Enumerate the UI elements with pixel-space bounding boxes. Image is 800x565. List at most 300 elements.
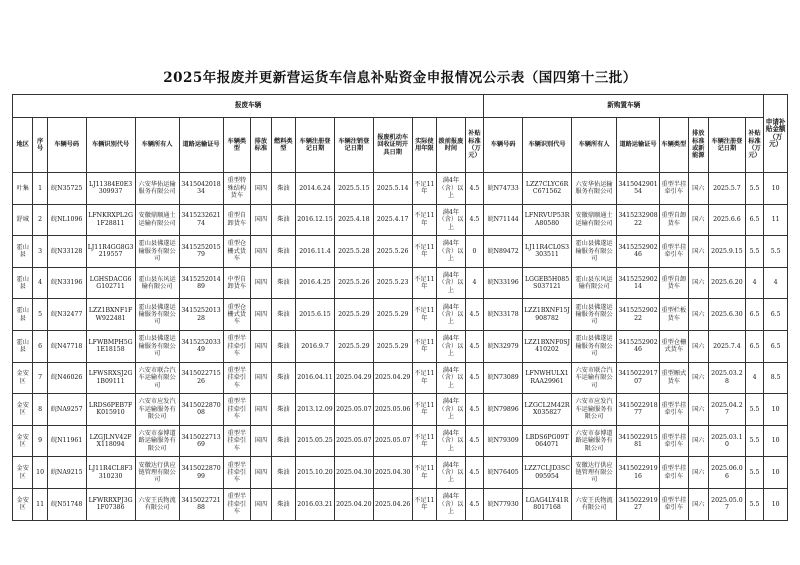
table-cell: 皖N32979: [484, 330, 523, 362]
table-cell: 满4年（含）以上: [437, 267, 466, 299]
table-cell: 2025.04.30: [334, 457, 373, 489]
table-cell: 2015.6.15: [296, 299, 335, 331]
table-cell: 10: [764, 394, 788, 426]
table-cell: 国六: [688, 457, 708, 489]
table-cell: 2016.04.11: [296, 362, 335, 394]
column-header: 车辆注销登记日期: [334, 118, 373, 173]
table-cell: 叶集: [13, 173, 33, 205]
table-cell: 341504201834: [179, 173, 223, 205]
table-cell: 不足11年: [412, 267, 437, 299]
table-cell: 国四: [251, 488, 271, 520]
table-cell: 皖NL1096: [47, 204, 86, 236]
column-header: 车辆所有人: [135, 118, 179, 173]
table-cell: 2025.7.4: [709, 330, 746, 362]
column-header: 序号: [33, 118, 47, 173]
table-cell: 2025.05.07: [334, 425, 373, 457]
column-header: 补贴标准（万元）: [465, 118, 483, 173]
table-cell: 金安区: [13, 457, 33, 489]
table-cell: 2016.03.21: [296, 488, 335, 520]
column-header: 排放标准或新能源: [688, 118, 708, 173]
table-cell: 341525201579: [179, 236, 223, 268]
table-cell: 2025.5.29: [373, 330, 412, 362]
column-header: 车辆所有人: [572, 118, 617, 173]
table-cell: 安徽达行供应链管理有限公司: [572, 457, 617, 489]
table-cell: 4.5: [465, 204, 483, 236]
table-cell: 2016.11.4: [296, 236, 335, 268]
table-cell: 重型自卸货车: [223, 204, 251, 236]
column-header: 拨前报废时间: [437, 118, 466, 173]
table-cell: 5.5: [745, 488, 763, 520]
table-cell: 341525203349: [179, 330, 223, 362]
table-cell: 国四: [251, 236, 271, 268]
table-cell: 2025.4.18: [334, 204, 373, 236]
table-cell: 不足11年: [412, 299, 437, 331]
table-cell: 11: [33, 488, 47, 520]
table-cell: 2025.03.10: [709, 425, 746, 457]
table-cell: 341504290154: [617, 173, 660, 205]
table-cell: 5.5: [745, 236, 763, 268]
table-cell: 重型仓栅式货车: [223, 236, 251, 268]
table-cell: 重型半挂牵引车: [659, 236, 688, 268]
table-cell: 2025.05.07: [709, 488, 746, 520]
table-cell: 4.5: [465, 173, 483, 205]
table-cell: 满4年（含）以上: [437, 173, 466, 205]
table-cell: 不足11年: [412, 488, 437, 520]
table-cell: 重型半挂牵引车: [223, 394, 251, 426]
table-cell: 3: [33, 236, 47, 268]
table-cell: 4.5: [465, 394, 483, 426]
table-cell: 2015.05.25: [296, 425, 335, 457]
table-cell: 0: [465, 236, 483, 268]
table-cell: 2016.9.7: [296, 330, 335, 362]
table-cell: LGGEB5H085S037121: [523, 267, 572, 299]
table-cell: 10: [764, 488, 788, 520]
table-cell: 10: [33, 457, 47, 489]
table-cell: 霍山县: [13, 267, 33, 299]
table-cell: 柴油: [271, 267, 296, 299]
table-cell: 满4年（含）以上: [437, 236, 466, 268]
table-cell: LBDS6PG09T064071: [523, 425, 572, 457]
table-cell: 皖N47718: [47, 330, 86, 362]
table-body: [13, 173, 788, 521]
table-cell: 341502291916: [617, 457, 660, 489]
column-header: 补贴标准（万元）: [745, 118, 763, 173]
table-row: [13, 330, 788, 362]
table-cell: 霍山县: [13, 236, 33, 268]
table-cell: 341502291707: [617, 362, 660, 394]
table-row: [13, 457, 788, 489]
table-cell: 柴油: [271, 362, 296, 394]
table-cell: 国六: [688, 204, 708, 236]
table-cell: 2016.4.25: [296, 267, 335, 299]
table-cell: 5.5: [764, 236, 788, 268]
table-cell: 国四: [251, 330, 271, 362]
table-cell: 2016.12.15: [296, 204, 335, 236]
table-cell: 2025.5.14: [373, 173, 412, 205]
table-cell: 金安区: [13, 425, 33, 457]
table-cell: 7: [33, 362, 47, 394]
table-cell: 4.5: [465, 488, 483, 520]
table-cell: 2025.5.29: [334, 299, 373, 331]
table-cell: 国六: [688, 267, 708, 299]
table-cell: 2025.4.17: [373, 204, 412, 236]
table-cell: 皖N32477: [47, 299, 86, 331]
table-cell: 重型半挂牵引车: [223, 330, 251, 362]
table-cell: 满4年（含）以上: [437, 299, 466, 331]
table-cell: 重型半挂牵引车: [659, 425, 688, 457]
table-cell: 霍山县: [13, 299, 33, 331]
table-cell: 皖N33196: [47, 267, 86, 299]
table-cell: LGHSDACG6G102711: [86, 267, 135, 299]
table-cell: LFNKRXPL2G1F28811: [86, 204, 135, 236]
table-cell: 8: [33, 394, 47, 426]
table-cell: 六安华佑运输服务有限公司: [135, 173, 179, 205]
table-cell: 满4年（含）以上: [437, 330, 466, 362]
table-cell: 皖N11961: [47, 425, 86, 457]
page-title: 2025年报废并更新营运货车信息补贴资金申报情况公示表（国四第十三批）: [163, 70, 637, 86]
table-cell: 2025.6.20: [709, 267, 746, 299]
table-cell: 341502291877: [617, 394, 660, 426]
table-cell: 柴油: [271, 204, 296, 236]
table-cell: 国六: [688, 236, 708, 268]
table-cell: 安徽鼎顺通土运输有限公司: [572, 204, 617, 236]
table-cell: 2025.5.28: [334, 236, 373, 268]
table-cell: LRDS6PEB7FK015910: [86, 394, 135, 426]
table-cell: 国四: [251, 173, 271, 205]
table-cell: 不足11年: [412, 330, 437, 362]
table-cell: 6.5: [764, 299, 788, 331]
table-cell: LZGJLNV42FX118094: [86, 425, 135, 457]
table-cell: LZZ7CLJD3SC095954: [523, 457, 572, 489]
table-cell: 六安市应发汽车运输服务有限公司: [572, 394, 617, 426]
table-cell: 金安区: [13, 488, 33, 520]
table-cell: 国六: [688, 299, 708, 331]
table-cell: 4.5: [465, 425, 483, 457]
table-cell: 不足11年: [412, 204, 437, 236]
table-cell: 安徽鼎顺通土运输有限公司: [135, 204, 179, 236]
table-cell: 重型半挂牵引车: [223, 362, 251, 394]
table-cell: 霍山县佛遂运输服务有限公司: [572, 299, 617, 331]
table-cell: 341502287099: [179, 457, 223, 489]
subsidy-table: [12, 94, 788, 521]
table-cell: 重型半挂牵引车: [659, 488, 688, 520]
table-cell: 不足11年: [412, 394, 437, 426]
table-cell: 国六: [688, 488, 708, 520]
table-cell: 2025.04.27: [709, 394, 746, 426]
table-cell: 4.5: [465, 362, 483, 394]
table-cell: 2013.12.09: [296, 394, 335, 426]
table-cell: 6.5: [745, 204, 763, 236]
table-cell: 10: [764, 425, 788, 457]
table-cell: 2025.5.23: [373, 267, 412, 299]
table-cell: 4.5: [465, 299, 483, 331]
column-header: 报废机动车回收证明开具日期: [373, 118, 412, 173]
table-cell: 6.5: [745, 330, 763, 362]
table-cell: 霍山县佛遂运输服务有限公司: [572, 330, 617, 362]
table-cell: 满4年（含）以上: [437, 204, 466, 236]
table-cell: 满4年（含）以上: [437, 425, 466, 457]
table-cell: 4: [745, 362, 763, 394]
table-cell: 柴油: [271, 173, 296, 205]
table-cell: 皖N35725: [47, 173, 86, 205]
table-cell: 六安市泰博道路运输服务有限公司: [135, 425, 179, 457]
table-cell: 2025.03.28: [709, 362, 746, 394]
table-cell: 2025.04.30: [373, 457, 412, 489]
new-group-header: 新购置车辆: [484, 95, 764, 118]
table-cell: 金安区: [13, 362, 33, 394]
table-cell: 皖N74733: [484, 173, 523, 205]
table-cell: 2: [33, 204, 47, 236]
table-cell: 六安王氏物流有限公司: [135, 488, 179, 520]
table-cell: 2025.5.26: [334, 267, 373, 299]
table-cell: 安徽达行供应链管理有限公司: [135, 457, 179, 489]
column-header: 实际使用年限: [412, 118, 437, 173]
table-cell: 4: [745, 267, 763, 299]
table-cell: 341502271526: [179, 362, 223, 394]
table-cell: 重型半挂牵引车: [223, 457, 251, 489]
table-cell: 341525201489: [179, 267, 223, 299]
table-cell: 2025.05.07: [334, 394, 373, 426]
table-cell: 4.5: [465, 330, 483, 362]
table-cell: 不足11年: [412, 236, 437, 268]
table-cell: 8.5: [764, 362, 788, 394]
table-cell: 2025.5.15: [334, 173, 373, 205]
table-cell: 5.5: [745, 425, 763, 457]
table-row: [13, 236, 788, 268]
table-cell: 4.5: [465, 457, 483, 489]
table-cell: 皖N33178: [484, 299, 523, 331]
table-cell: 重型自卸货车: [659, 204, 688, 236]
table-cell: 皖N77930: [484, 488, 523, 520]
table-cell: 皖NA9257: [47, 394, 86, 426]
table-cell: 2025.04.29: [373, 362, 412, 394]
table-cell: 5.5: [745, 173, 763, 205]
table-cell: 5.5: [745, 457, 763, 489]
table-cell: 霍山县佛遂运输服务有限公司: [572, 236, 617, 268]
scrapped-group-header: 报废车辆: [13, 95, 484, 118]
table-cell: 舒城: [13, 204, 33, 236]
table-cell: 2025.6.6: [709, 204, 746, 236]
table-cell: 2015.10.20: [296, 457, 335, 489]
table-cell: 皖N71144: [484, 204, 523, 236]
table-cell: LFWSRXSJ2G1B09111: [86, 362, 135, 394]
table-cell: 柴油: [271, 394, 296, 426]
table-cell: 皖N46026: [47, 362, 86, 394]
table-cell: 1: [33, 173, 47, 205]
table-cell: 341525290246: [617, 236, 660, 268]
table-cell: 重型半挂牵引车: [659, 457, 688, 489]
table-cell: 霍山县东风运输有限公司: [572, 267, 617, 299]
table-cell: 341525290222: [617, 299, 660, 331]
table-cell: 6: [33, 330, 47, 362]
table-cell: 341525201328: [179, 299, 223, 331]
table-cell: 国六: [688, 425, 708, 457]
table-cell: 皖N73089: [484, 362, 523, 394]
column-header: 道路运输证号: [617, 118, 660, 173]
column-header: 排放标准: [251, 118, 271, 173]
table-cell: 国六: [688, 173, 708, 205]
table-cell: 金安区: [13, 394, 33, 426]
table-cell: 柴油: [271, 236, 296, 268]
table-cell: 满4年（含）以上: [437, 394, 466, 426]
table-cell: 重型半挂牵引车: [659, 394, 688, 426]
table-cell: 5: [33, 299, 47, 331]
table-cell: 6.5: [764, 330, 788, 362]
column-header: 道路运输证号: [179, 118, 223, 173]
header-apply-amount: 申请补贴金额（万元）: [764, 95, 788, 173]
column-header: 车辆识别代号: [86, 118, 135, 173]
table-cell: 皖N33128: [47, 236, 86, 268]
table-cell: 341502271369: [179, 425, 223, 457]
column-header-row: [13, 118, 788, 173]
table-cell: LFNWHULX1RAA29961: [523, 362, 572, 394]
table-cell: 重型仓栅式货车: [659, 330, 688, 362]
table-cell: LFWBMPH5G1E18158: [86, 330, 135, 362]
table-cell: 柴油: [271, 457, 296, 489]
table-cell: 中型自卸货车: [223, 267, 251, 299]
column-header: 车辆号码: [484, 118, 523, 173]
table-cell: 不足11年: [412, 425, 437, 457]
table-cell: 341523262174: [179, 204, 223, 236]
table-cell: 霍山县: [13, 330, 33, 362]
table-cell: 9: [33, 425, 47, 457]
table-cell: 国四: [251, 457, 271, 489]
table-cell: 皖N79896: [484, 394, 523, 426]
column-header: 车辆类型: [223, 118, 251, 173]
table-cell: 重型半挂牵引车: [223, 488, 251, 520]
table-cell: LZZ7CLYC6RC671562: [523, 173, 572, 205]
table-cell: 霍山县佛遂运输服务有限公司: [135, 236, 179, 268]
table-cell: 皖N51748: [47, 488, 86, 520]
table-cell: 2025.5.26: [373, 236, 412, 268]
table-cell: 柴油: [271, 488, 296, 520]
table-row: [13, 173, 788, 205]
table-cell: 重型特殊结构货车: [223, 173, 251, 205]
table-cell: 10: [764, 457, 788, 489]
table-cell: 六安市联合汽车运输有限公司: [135, 362, 179, 394]
table-row: [13, 204, 788, 236]
table-cell: 六安市应发汽车运输服务有限公司: [135, 394, 179, 426]
table-cell: 霍山县佛遂运输服务有限公司: [135, 330, 179, 362]
table-cell: 6.5: [745, 299, 763, 331]
table-cell: 国四: [251, 204, 271, 236]
table-cell: 341525290246: [617, 330, 660, 362]
table-cell: LGAG4LY41R8017168: [523, 488, 572, 520]
table-cell: 国四: [251, 362, 271, 394]
table-cell: 11: [764, 204, 788, 236]
column-header: 地区: [13, 118, 33, 173]
table-cell: 柴油: [271, 425, 296, 457]
table-cell: 10: [764, 173, 788, 205]
table-cell: LZZ1BXNF15J908782: [523, 299, 572, 331]
table-row: [13, 425, 788, 457]
column-header: 车辆注册登记日期: [296, 118, 335, 173]
table-cell: 柴油: [271, 299, 296, 331]
table-cell: 满4年（含）以上: [437, 488, 466, 520]
table-cell: 国六: [688, 330, 708, 362]
table-cell: 4: [465, 267, 483, 299]
table-cell: 重型自卸货车: [659, 267, 688, 299]
table-cell: 4: [33, 267, 47, 299]
table-cell: LFWRRXPJ3G1F07386: [86, 488, 135, 520]
table-cell: 341502287008: [179, 394, 223, 426]
table-cell: 重型半挂牵引车: [223, 425, 251, 457]
table-cell: 341523290822: [617, 204, 660, 236]
table-cell: LJ11R4GG8G3219557: [86, 236, 135, 268]
table-row: [13, 394, 788, 426]
table-cell: 重型厢式货车: [659, 362, 688, 394]
column-header: 燃料类型: [271, 118, 296, 173]
table-cell: 5.5: [745, 394, 763, 426]
table-cell: 国四: [251, 267, 271, 299]
column-header: 车辆号码: [47, 118, 86, 173]
table-cell: 国四: [251, 425, 271, 457]
table-cell: 341502291581: [617, 425, 660, 457]
table-cell: 341502291927: [617, 488, 660, 520]
column-header: 车辆识别代号: [523, 118, 572, 173]
table-cell: 皖N89472: [484, 236, 523, 268]
table-cell: 六安市联合汽车运输有限公司: [572, 362, 617, 394]
table-row: [13, 267, 788, 299]
table-cell: 皖N33196: [484, 267, 523, 299]
table-cell: 2025.6.30: [709, 299, 746, 331]
table-cell: 2025.05.06: [373, 394, 412, 426]
column-header: 车辆注册登记日期: [709, 118, 746, 173]
table-cell: LFNRVUP53RA80580: [523, 204, 572, 236]
table-cell: 国四: [251, 394, 271, 426]
table-cell: 2025.5.7: [709, 173, 746, 205]
table-cell: 2025.05.07: [373, 425, 412, 457]
table-cell: 重型半挂牵引车: [659, 173, 688, 205]
table-cell: 不足11年: [412, 457, 437, 489]
table-cell: 满4年（含）以上: [437, 362, 466, 394]
table-cell: 国六: [688, 362, 708, 394]
table-cell: 皖N79309: [484, 425, 523, 457]
table-cell: 六安王氏物流有限公司: [572, 488, 617, 520]
table-cell: 2025.04.20: [334, 488, 373, 520]
table-cell: 4: [764, 267, 788, 299]
table-cell: 国六: [688, 394, 708, 426]
table-cell: LJ11R4CL8F3310230: [86, 457, 135, 489]
table-row: [13, 299, 788, 331]
group-header-row: [13, 95, 788, 118]
table-cell: 2025.5.29: [334, 330, 373, 362]
table-cell: 满4年（含）以上: [437, 457, 466, 489]
table-cell: LZZ1BXNF0SJ410202: [523, 330, 572, 362]
table-cell: LJ11R4CL0S3303511: [523, 236, 572, 268]
table-cell: 重型栏板货车: [659, 299, 688, 331]
table-cell: 不足11年: [412, 362, 437, 394]
table-cell: 2025.04.26: [373, 488, 412, 520]
table-cell: LJ11384E0E3309937: [86, 173, 135, 205]
table-cell: 2025.9.15: [709, 236, 746, 268]
column-header: 车辆类型: [659, 118, 688, 173]
table-cell: 341525290214: [617, 267, 660, 299]
table-cell: 皖NA9215: [47, 457, 86, 489]
table-cell: 六安华佑运输服务有限公司: [572, 173, 617, 205]
table-row: [13, 362, 788, 394]
table-cell: 2025.04.29: [334, 362, 373, 394]
table-cell: 2025.5.29: [373, 299, 412, 331]
table-cell: 2014.6.24: [296, 173, 335, 205]
table-cell: 国四: [251, 299, 271, 331]
table-cell: 341502272188: [179, 488, 223, 520]
table-cell: 霍山县佛遂运输服务有限公司: [135, 299, 179, 331]
table-cell: LZZ1BXNF1FW922481: [86, 299, 135, 331]
table-cell: LZGCL2M42RX035827: [523, 394, 572, 426]
table-cell: 2025.06.06: [709, 457, 746, 489]
table-cell: 柴油: [271, 330, 296, 362]
